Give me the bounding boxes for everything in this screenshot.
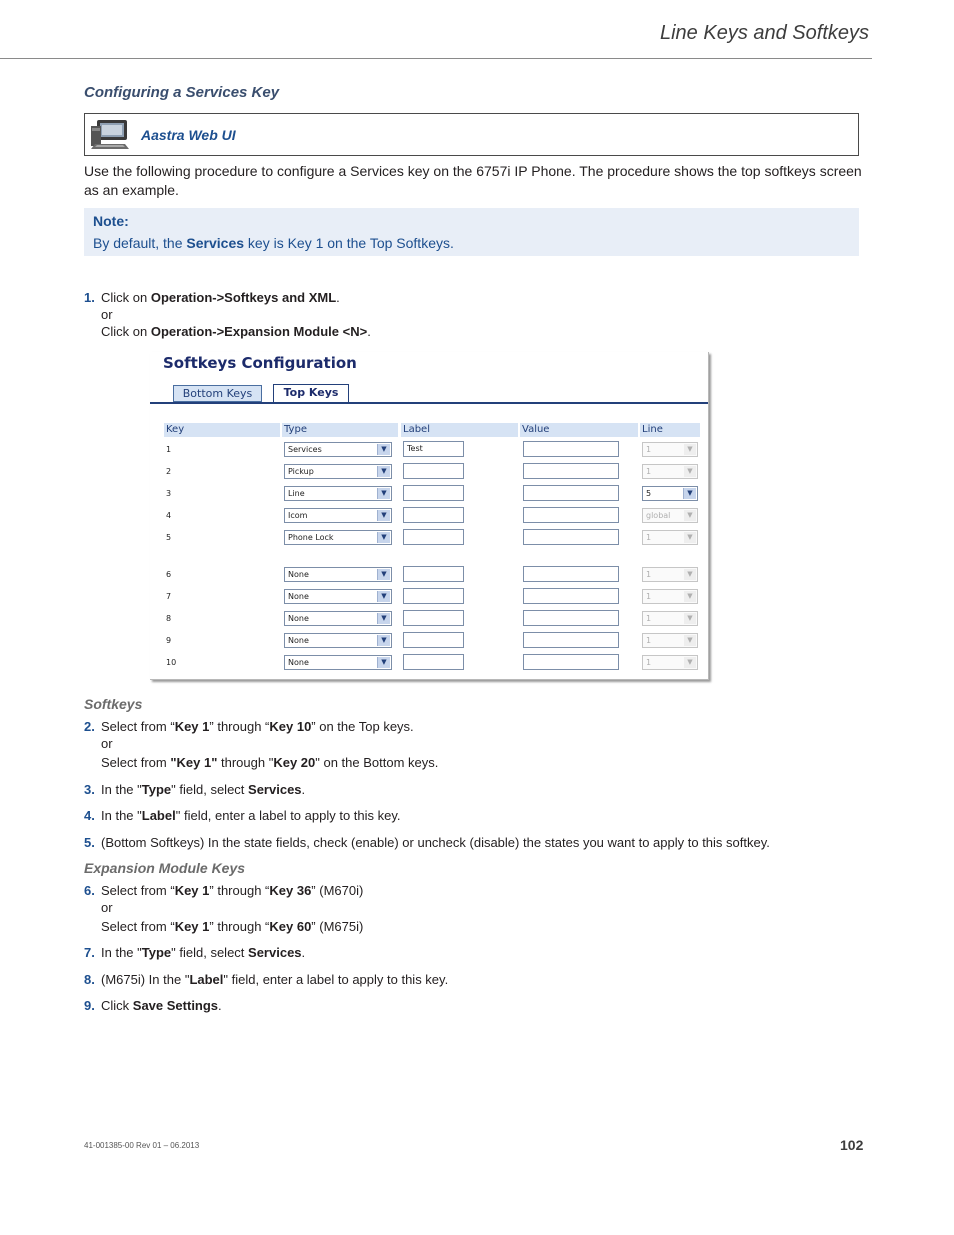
computer-icon (89, 118, 131, 152)
value-input[interactable] (523, 654, 619, 670)
page-number: 102 (840, 1137, 864, 1153)
line-select-value: 5 (646, 489, 652, 498)
chevron-down-icon: ▼ (377, 510, 390, 521)
step-3: 3. In the "Type" field, select Services. (84, 782, 306, 797)
expansion-module-heading: Expansion Module Keys (84, 860, 246, 876)
line-select-value: 1 (646, 658, 652, 667)
chevron-down-icon: ▼ (684, 444, 696, 455)
step-5: 5. (Bottom Softkeys) In the state fields, check (enable) or uncheck (disable) the states you want to apply to this softkey. (84, 835, 770, 850)
line-select[interactable] (642, 508, 698, 523)
label-input[interactable] (403, 463, 464, 479)
type-select-value: Services (288, 445, 322, 454)
chevron-down-icon: ▼ (377, 444, 390, 455)
label-input[interactable] (403, 485, 464, 501)
line-select[interactable] (642, 589, 698, 604)
intro-paragraph: Use the following procedure to configure a Services key on the 6757i IP Phone. The procedure shows the top softkeys screen as an example. (84, 163, 862, 198)
softkeys-config-title: Softkeys Configuration (163, 354, 357, 372)
label-input[interactable] (403, 529, 464, 545)
chevron-down-icon: ▼ (684, 657, 696, 668)
chevron-down-icon: ▼ (377, 569, 390, 580)
type-select[interactable] (284, 567, 392, 582)
chevron-down-icon: ▼ (377, 635, 390, 646)
line-select-value: 1 (646, 445, 652, 454)
key-number: 10 (166, 658, 177, 667)
line-select[interactable] (642, 567, 698, 582)
step-1: 1. Click on Operation->Softkeys and XML. or Click on Operation->Expansion Module <N>. (84, 290, 371, 339)
label-input[interactable]: Test (403, 441, 464, 457)
type-select[interactable] (284, 508, 392, 523)
line-select[interactable] (642, 464, 698, 479)
type-select-value: Icom (288, 511, 308, 520)
key-number: 6 (166, 570, 172, 579)
type-select[interactable] (284, 486, 392, 501)
step-2: 2. Select from “Key 1” through “Key 10” on the Top keys. or Select from "Key 1" through "Key 20" on the Bottom keys. (84, 719, 439, 770)
line-select[interactable] (642, 633, 698, 648)
chevron-down-icon: ▼ (377, 466, 390, 477)
line-select-value: 1 (646, 636, 652, 645)
chevron-down-icon: ▼ (684, 466, 696, 477)
key-number: 2 (166, 467, 172, 476)
step-4: 4. In the "Label" field, enter a label to apply to this key. (84, 808, 401, 823)
type-select-value: None (288, 636, 309, 645)
chevron-down-icon: ▼ (377, 591, 390, 602)
type-select[interactable] (284, 442, 392, 457)
value-input[interactable] (523, 610, 619, 626)
value-input[interactable] (523, 463, 619, 479)
running-head-title: Line Keys and Softkeys (659, 22, 869, 44)
section-title: Configuring a Services Key (84, 84, 280, 101)
step-6: 6. Select from “Key 1” through “Key 36” (M670i) or Select from “Key 1” through “Key 60” (M675i) (84, 883, 364, 934)
type-select-value: Line (288, 489, 305, 498)
label-input[interactable] (403, 632, 464, 648)
chevron-down-icon: ▼ (684, 510, 696, 521)
chevron-down-icon: ▼ (684, 635, 696, 646)
value-input[interactable] (523, 441, 619, 457)
chevron-down-icon: ▼ (377, 613, 390, 624)
value-input[interactable] (523, 485, 619, 501)
key-number: 9 (166, 636, 172, 645)
header-divider (0, 58, 872, 59)
softkeys-config-screenshot (150, 352, 709, 680)
line-select[interactable] (642, 530, 698, 545)
chevron-down-icon: ▼ (683, 488, 696, 499)
chevron-down-icon: ▼ (377, 532, 390, 543)
softkeys-heading: Softkeys (84, 696, 143, 712)
col-header-label: Label (401, 423, 518, 437)
label-input[interactable] (403, 588, 464, 604)
label-input[interactable] (403, 566, 464, 582)
chevron-down-icon: ▼ (377, 657, 390, 668)
aastra-web-ui-label: Aastra Web UI (141, 127, 236, 143)
value-input[interactable] (523, 632, 619, 648)
col-header-line: Line (640, 423, 700, 437)
line-select-value: 1 (646, 467, 652, 476)
type-select[interactable] (284, 611, 392, 626)
type-select-value: None (288, 658, 309, 667)
label-input[interactable] (403, 507, 464, 523)
key-number: 7 (166, 592, 172, 601)
line-select-value: 1 (646, 592, 652, 601)
col-header-value: Value (520, 423, 638, 437)
value-input[interactable] (523, 588, 619, 604)
type-select-value: None (288, 592, 309, 601)
note-title: Note: (93, 213, 129, 229)
label-input[interactable] (403, 654, 464, 670)
line-select[interactable] (642, 486, 698, 501)
key-number: 1 (166, 445, 172, 454)
type-select[interactable] (284, 655, 392, 670)
value-input[interactable] (523, 529, 619, 545)
line-select[interactable] (642, 655, 698, 670)
chevron-down-icon: ▼ (684, 613, 696, 624)
note-box (84, 208, 859, 256)
note-body: By default, the Services key is Key 1 on the Top Softkeys. (93, 235, 454, 251)
line-select-value: 1 (646, 533, 652, 542)
value-input[interactable] (523, 507, 619, 523)
chevron-down-icon: ▼ (377, 488, 390, 499)
type-select[interactable] (284, 530, 392, 545)
step-9: 9. Click Save Settings. (84, 998, 222, 1013)
chevron-down-icon: ▼ (684, 591, 696, 602)
step-8: 8. (M675i) In the "Label" field, enter a label to apply to this key. (84, 972, 449, 987)
key-number: 4 (166, 511, 172, 520)
tab-top-keys[interactable]: Top Keys (273, 384, 349, 404)
footer-doc-id: 41-001385-00 Rev 01 – 06.2013 (84, 1141, 200, 1150)
tab-bottom-keys[interactable]: Bottom Keys (173, 385, 262, 402)
col-header-type: Type (282, 423, 398, 437)
value-input[interactable] (523, 566, 619, 582)
step-7: 7. In the "Type" field, select Services. (84, 945, 306, 960)
tab-underline (150, 402, 708, 404)
chevron-down-icon: ▼ (684, 532, 696, 543)
line-select-value: 1 (646, 614, 652, 623)
col-header-key: Key (164, 423, 280, 437)
type-select[interactable] (284, 633, 392, 648)
line-select[interactable] (642, 442, 698, 457)
aastra-web-ui-box (84, 113, 859, 156)
line-select-value: global (646, 511, 671, 520)
type-select-value: None (288, 614, 309, 623)
type-select[interactable] (284, 464, 392, 479)
type-select[interactable] (284, 589, 392, 604)
type-select-value: None (288, 570, 309, 579)
key-number: 8 (166, 614, 172, 623)
type-select-value: Phone Lock (288, 533, 334, 542)
type-select-value: Pickup (288, 467, 314, 476)
line-select[interactable] (642, 611, 698, 626)
key-number: 3 (166, 489, 172, 498)
line-select-value: 1 (646, 570, 652, 579)
chevron-down-icon: ▼ (684, 569, 696, 580)
key-number: 5 (166, 533, 172, 542)
label-input[interactable] (403, 610, 464, 626)
